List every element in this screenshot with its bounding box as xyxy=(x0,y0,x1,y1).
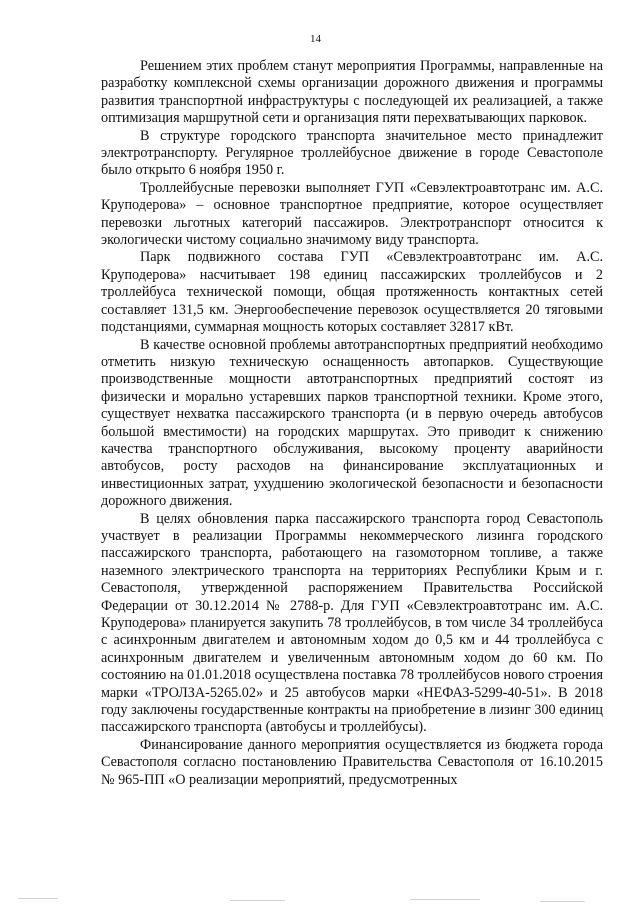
paragraph-rolling-stock: Парк подвижного состава ГУП «Севэлектроавтотранс им. А.С. Круподерова» насчитывает 198 единиц пассажирских троллейбусов и 2 троллейбуса технической помощи, общая протяженность контактных сетей составляет 131,5 км. Энергообеспечение перевозок осуществляется 20 тяговыми подстанциями, суммарная мощность которых составляет 32817 кВт. xyxy=(101,249,603,336)
paragraph-problems-solutions: Решением этих проблем станут мероприятия Программы, направленные на разработку комплексной схемы организации дорожного движения и программы развития транспортной инфраструктуры с последующей их реализацией, а также оптимизация маршрутной сети и организация пяти перехватывающих парковок. xyxy=(101,58,603,127)
paragraph-fleet-problems: В качестве основной проблемы автотранспортных предприятий необходимо отметить низкую техническую оснащенность автопарков. Существующие производственные мощности автотранспортных предприятий состоят из физически и морально устаревших парков транспортной техники. Кроме этого, существует нехватка пассажирского транспорта (и в первую очередь автобусов большой вместимости) на городских маршрутах. Это приводит к снижению качества транспортного обслуживания, высокому проценту аварийности автобусов, росту расходов на финансирование эксплуатационных и инвестиционных затрат, ухудшению экологической безопасности и безопасности дорожного движения. xyxy=(101,336,603,510)
page-number: 14 xyxy=(310,33,321,45)
paragraph-fleet-renewal: В целях обновления парка пассажирского транспорта город Севастополь участвует в реализации Программы некоммерческого лизинга городского пассажирского транспорта, работающего на газомоторном топливе, а также наземного электрического транспорта на территориях Республики Крым и г. Севастополя, утвержденной распоряжением Правительства Российской Федерации от 30.12.2014 № 2788-р. Для ГУП «Севэлектроавтотранс им. А.С. Круподерова» планируется закупить 78 троллейбусов, в том числе 34 троллейбуса с асинхронным двигателем и автономным ходом до 0,5 км и 44 троллейбуса с асинхронным двигателем и увеличенным автономным ходом до 60 км. По состоянию на 01.01.2018 осуществлена поставка 78 троллейбусов нового строения марки «ТРОЛЗА-5265.02» и 25 автобусов марки «НЕФАЗ-5299-40-51». В 2018 году заключены государственные контракты на приобретение в лизинг 300 единиц пассажирского транспорта (автобусы и троллейбусы). xyxy=(101,510,603,736)
paragraph-financing: Финансирование данного мероприятия осуществляется из бюджета города Севастополя согласно постановлению Правительства Севастополя от 16.10.2015 № 965-ПП «О реализации мероприятий, предусмотренных xyxy=(101,736,603,788)
scan-artifacts xyxy=(0,884,631,905)
paragraph-electric-transport: В структуре городского транспорта значительное место принадлежит электротранспорту. Регулярное троллейбусное движение в городе Севастополе было открыто 6 ноября 1950 г. xyxy=(101,127,603,179)
paragraph-trolleybus-operator: Троллейбусные перевозки выполняет ГУП «Севэлектроавтотранс им. А.С. Круподерова» – основное транспортное предприятие, которое осуществляет перевозки льготных категорий пассажиров. Электротранспорт относится к экологически чистому социально значимому виду транспорта. xyxy=(101,179,603,249)
document-body xyxy=(101,58,603,789)
